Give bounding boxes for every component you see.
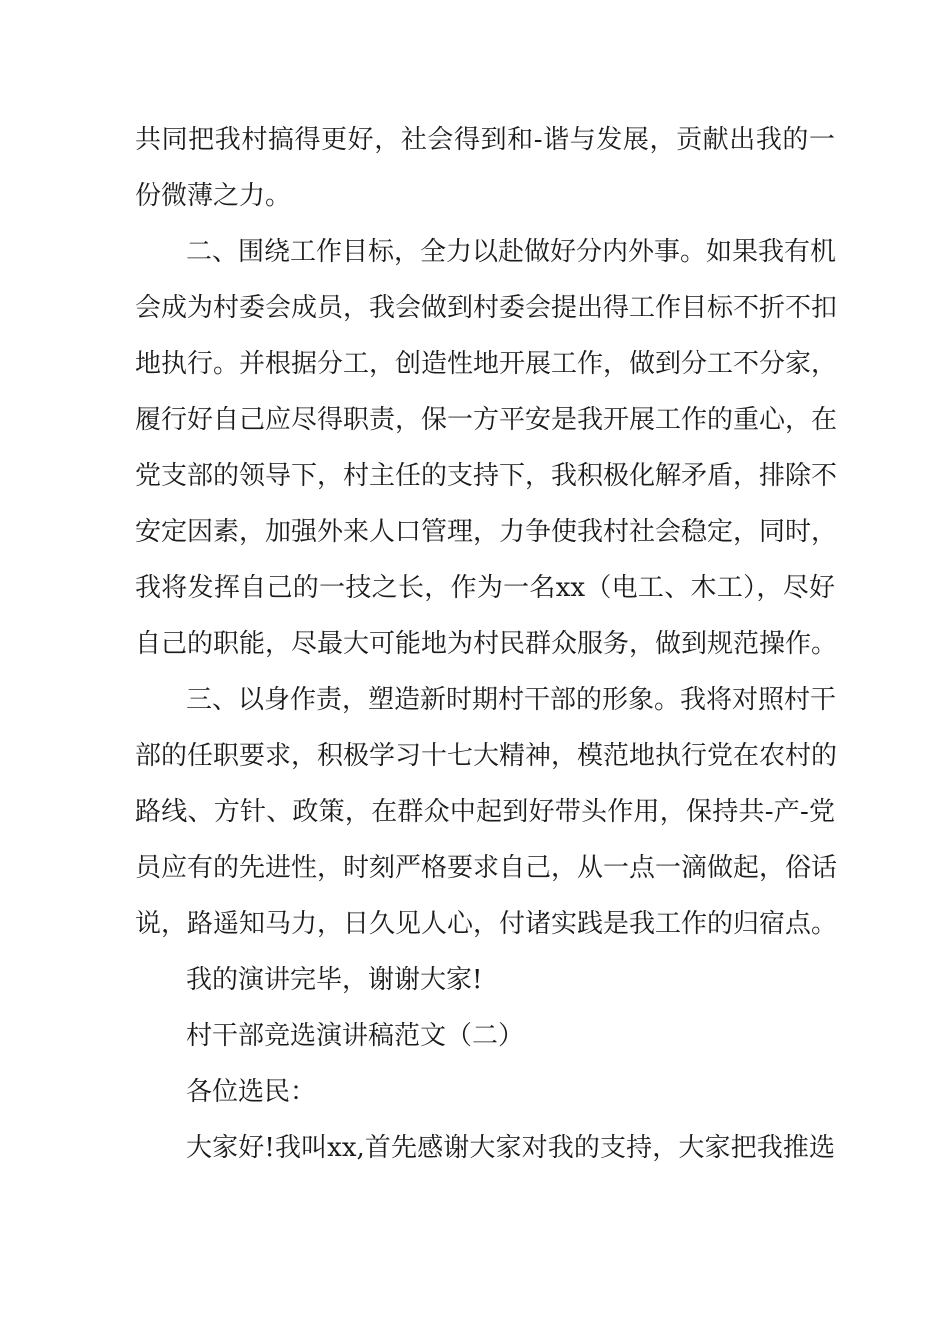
text-line: 我将发挥自己的一技之长，作为一名xx（电工、木工），尽好 (135, 573, 835, 603)
text-line: 路线、方针、政策，在群众中起到好带头作用，保持共-产-党 (135, 797, 835, 827)
closing-line: 我的演讲完毕，谢谢大家! (186, 965, 483, 995)
paragraph-start-line: 大家好!我叫xx,首先感谢大家对我的支持，大家把我推选 (186, 1133, 835, 1163)
text-line: 安定因素，加强外来人口管理，力争使我村社会稳定，同时， (135, 517, 838, 547)
salutation: 各位选民： (186, 1077, 317, 1107)
text-line: 份微薄之力。 (135, 181, 292, 211)
text-line: 党支部的领导下，村主任的支持下，我积极化解矛盾，排除不 (135, 461, 838, 491)
text-line: 履行好自己应尽得职责，保一方平安是我开展工作的重心，在 (135, 405, 838, 435)
text-line: 部的任职要求，积极学习十七大精神，模范地执行党在农村的 (135, 741, 838, 771)
text-line: 说，路遥知马力，日久见人心，付诸实践是我工作的归宿点。 (135, 909, 838, 939)
section-title: 村干部竞选演讲稿范文（二） (186, 1021, 525, 1051)
text-line: 员应有的先进性，时刻严格要求自己，从一点一滴做起，俗话 (135, 853, 838, 883)
text-line: 地执行。并根据分工，创造性地开展工作，做到分工不分家， (135, 349, 838, 379)
paragraph-start-line: 二、围绕工作目标，全力以赴做好分内外事。如果我有机 (186, 237, 837, 267)
text-line: 共同把我村搞得更好，社会得到和-谐与发展，贡献出我的一 (135, 125, 835, 155)
paragraph-start-line: 三、以身作责，塑造新时期村干部的形象。我将对照村干 (186, 685, 837, 715)
text-line: 会成为村委会成员，我会做到村委会提出得工作目标不折不扣 (135, 293, 838, 323)
text-line: 自己的职能，尽最大可能地为村民群众服务，做到规范操作。 (135, 629, 838, 659)
